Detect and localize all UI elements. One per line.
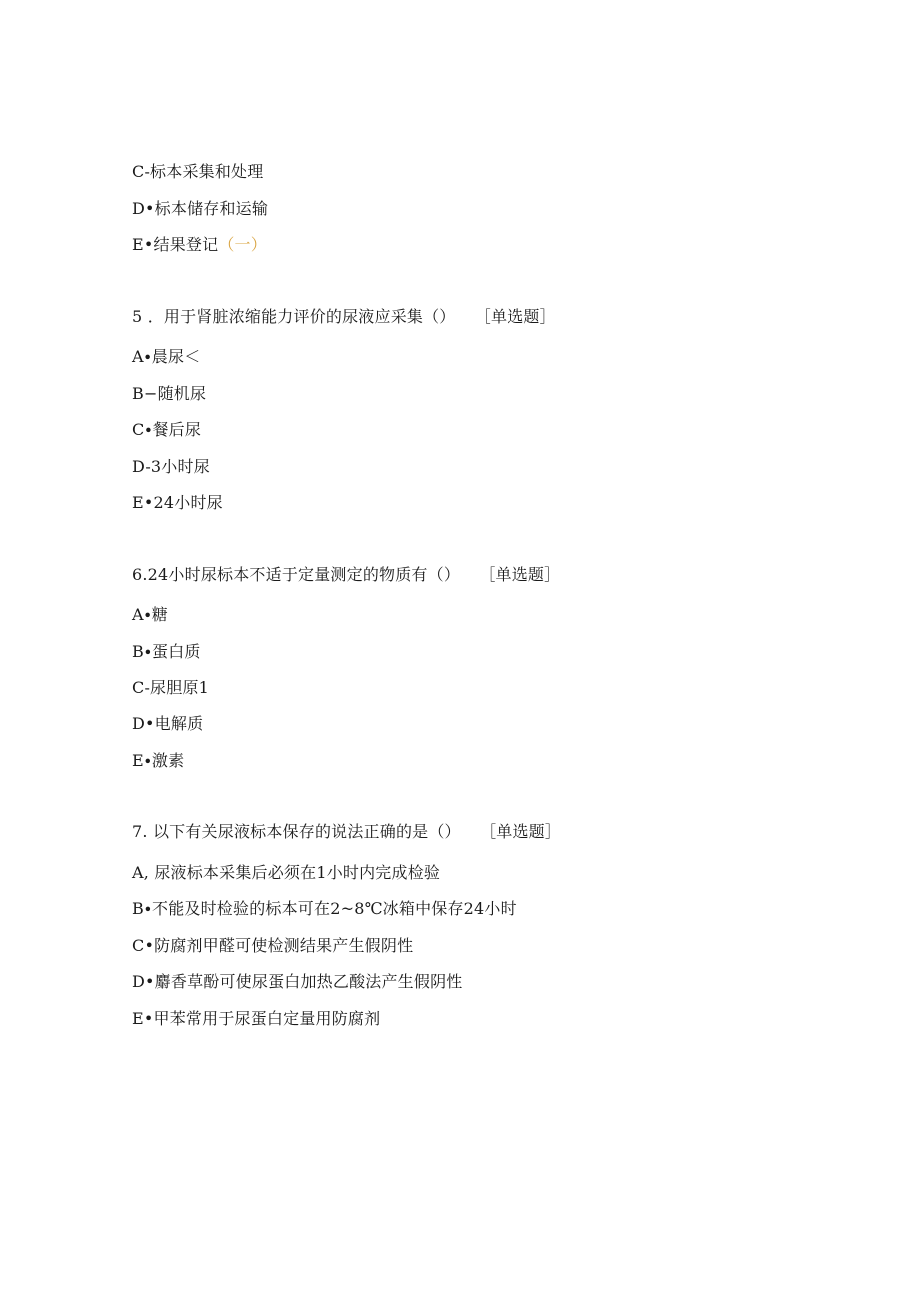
q7-option-e: E•甲苯常用于尿蛋白定量用防腐剂 <box>132 1009 381 1028</box>
question-7-stem: 7. 以下有关尿液标本保存的说法正确的是（） <box>132 822 461 841</box>
q7-option-b: B∙不能及时检验的标本可在2~8℃冰箱中保存24小时 <box>132 899 517 918</box>
q5-option-d: D-3小时尿 <box>132 457 210 476</box>
q6-option-b: B∙蛋白质 <box>132 642 201 661</box>
question-6 <box>132 565 560 585</box>
q5-option-c: C∙餐后尿 <box>132 420 202 439</box>
question-6-tag: ［单选题］ <box>479 565 561 584</box>
q6-option-d: D•电解质 <box>132 714 204 733</box>
question-5-stem: ．用于肾脏浓缩能力评价的尿液应采集（） <box>147 307 456 326</box>
q5-option-e: E•24小时尿 <box>132 493 223 512</box>
q7-option-d: D•麝香草酚可使尿蛋白加热乙酸法产生假阴性 <box>132 972 463 991</box>
option-e-prev-hint: （一） <box>218 235 267 254</box>
question-6-stem: 6.24小时尿标本不适于定量测定的物质有（） <box>132 565 461 584</box>
q5-option-b: B−随机尿 <box>132 384 207 403</box>
q6-option-c: C-尿胆原1 <box>132 678 210 697</box>
q6-option-a: A∙糖 <box>132 605 168 624</box>
q7-option-a: A, 尿液标本采集后必须在1小时内完成检验 <box>132 863 441 882</box>
option-e-prev-text: E•结果登记 <box>132 235 219 254</box>
option-c-prev: C-标本采集和处理 <box>132 162 264 181</box>
q6-option-e: E∙激素 <box>132 751 185 770</box>
question-5-tag: ［单选题］ <box>474 307 556 326</box>
question-7 <box>132 822 561 842</box>
question-5 <box>132 307 556 327</box>
question-5-number: 5 <box>132 307 143 326</box>
q7-option-c: C•防腐剂甲醛可使检测结果产生假阴性 <box>132 936 414 955</box>
question-7-tag: ［单选题］ <box>480 822 562 841</box>
option-e-prev <box>132 235 267 255</box>
q5-option-a: A∙晨尿＜ <box>132 347 201 366</box>
option-d-prev: D•标本储存和运输 <box>132 199 269 218</box>
